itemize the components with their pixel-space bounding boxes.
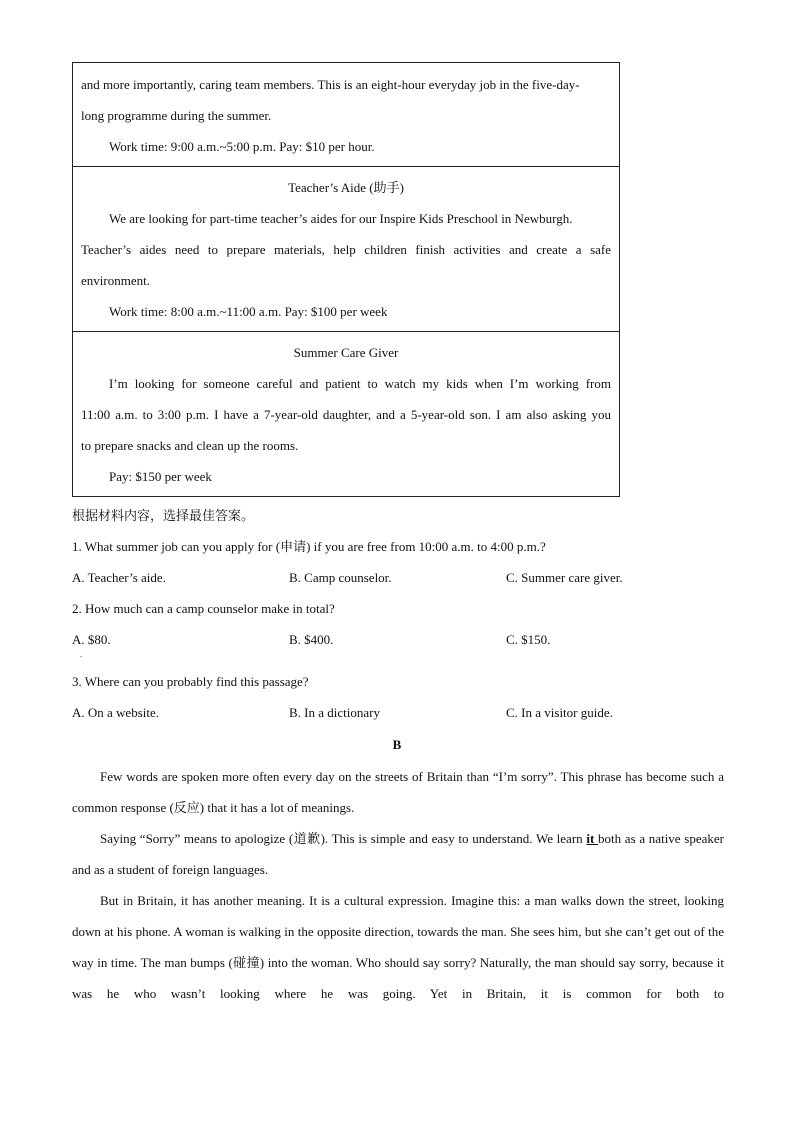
camp-counselor-worktime: Work time: 9:00 a.m.~5:00 p.m. Pay: $10 per hour.	[109, 139, 375, 154]
care-giver-text-line: I’m looking for someone careful and patient to watch my kids when I’m working from	[109, 376, 611, 391]
passage-paragraph-1: Few words are spoken more often every day on the streets of Britain than “I’m sorry”. This phrase has become such a common response (反应) that it has a lot of meanings.	[72, 769, 724, 815]
care-giver-text-line: 11:00 a.m. to 3:00 p.m. I have a 7-year-old daughter, and a 5-year-old son. I am also asking you	[81, 407, 611, 422]
job-ad-teachers-aide	[73, 167, 620, 332]
passage-paragraph-2	[72, 823, 724, 885]
teachers-aide-text-line: Teacher’s aides need to prepare materials, help children finish activities and create a safe	[81, 242, 611, 257]
job-ad-summer-care-giver	[73, 332, 620, 497]
teachers-aide-worktime: Work time: 8:00 a.m.~11:00 a.m. Pay: $100 per week	[109, 304, 388, 319]
option-b: B. In a dictionary	[289, 705, 380, 720]
stray-dot: .	[80, 650, 82, 659]
question-2-stem: 2. How much can a camp counselor make in total?	[72, 601, 335, 616]
option-a: A. Teacher’s aide.	[72, 570, 166, 585]
option-b: B. $400.	[289, 632, 334, 647]
question-1-options	[72, 562, 724, 593]
teachers-aide-text-line: We are looking for part-time teacher’s aides for our Inspire Kids Preschool in Newburgh.	[109, 211, 573, 226]
teachers-aide-title: Teacher’s Aide (助手)	[288, 180, 404, 195]
paragraph-2-text: Saying “Sorry” means to apologize (道歉). This is simple and easy to understand. We learn	[100, 831, 587, 846]
teachers-aide-text-line: environment.	[81, 273, 150, 288]
care-giver-pay: Pay: $150 per week	[109, 469, 212, 484]
underlined-word-it: it	[586, 831, 598, 846]
question-3-options	[72, 697, 724, 728]
option-a: A. On a website.	[72, 705, 160, 720]
option-c: C. In a visitor guide.	[506, 705, 613, 720]
section-b-passage	[72, 761, 724, 1009]
camp-counselor-text-line: and more importantly, caring team members. This is an eight-hour everyday job in the five-day-	[81, 77, 580, 92]
passage-paragraph-3: But in Britain, it has another meaning. It is a cultural expression. Imagine this: a man walks down the street, looking down at his phone. A woman is walking in the opposite direction, towards the man. She sees him, but she can’t get out of the way in time. The man bumps (碰撞) into the woman. Who should say sorry? Naturally, the man should say sorry, because it was he who wasn’t looking where he was going. Yet in Britain, it is common for both to	[72, 893, 724, 1001]
option-b: B. Camp counselor.	[289, 570, 392, 585]
question-3-stem: 3. Where can you probably find this passage?	[72, 674, 309, 689]
instructions: 根据材料内容，选择最佳答案。	[72, 508, 255, 523]
job-ads-table	[72, 62, 620, 497]
questions-section	[72, 500, 724, 728]
option-a: A. $80.	[72, 632, 111, 647]
paragraph-2-text: both as a native speaker and as a student of foreign languages.	[72, 831, 724, 877]
care-giver-title: Summer Care Giver	[293, 345, 399, 360]
care-giver-text-line: to prepare snacks and clean up the rooms.	[81, 438, 299, 453]
section-b-title: B	[392, 737, 402, 752]
job-ad-camp-counselor	[73, 63, 620, 167]
option-c: C. Summer care giver.	[506, 570, 623, 585]
question-1-stem: 1. What summer job can you apply for (申请) if you are free from 10:00 a.m. to 4:00 p.m.?	[72, 539, 546, 554]
option-c: C. $150.	[506, 632, 551, 647]
question-2-options	[72, 624, 724, 655]
camp-counselor-text-line: long programme during the summer.	[81, 108, 272, 123]
